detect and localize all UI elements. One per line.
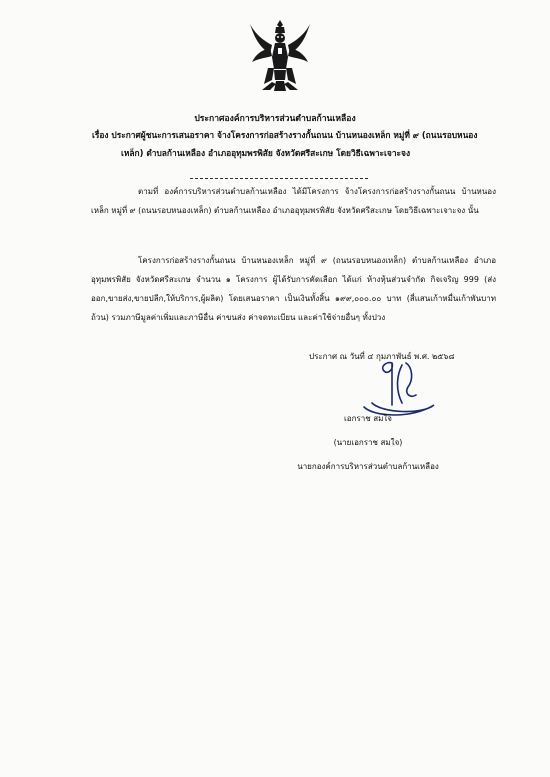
- announcement-date: ประกาศ ณ วันที่ ๔ กุมภาพันธ์ พ.ศ. ๒๕๖๘: [309, 352, 455, 361]
- paragraph-award-text: โครงการก่อสร้างรางกั้นถนน บ้านหนองเหล็ก หมู่ที่ ๙ (ถนนรอบหนองเหล็ก) ตำบลก้านเหลือง อำเภออุทุมพรพิสัย จังหวัดศรีสะเกษ จำนวน ๑ โครงการ ผู้ได้รับการคัดเลือก ได้แก่ ห้างหุ้นส่วนจำกัด กิจเจริญ 999 (ส่งออก,ขายส่ง,ขายปลีก,ให้บริการ,ผู้ผลิต) โดยเสนอราคา เป็นเงินทั้งสิ้น ๑๙๙,๐๐๐.๐๐ บาท (สี่แสนเก้าหมื่นเก้าพันบาทถ้วน) รวมภาษีมูลค่าเพิ่มและภาษีอื่น ค่าขนส่ง ค่าจดทะเบียน และค่าใช้จ่ายอื่นๆ ทั้งปวง: [91, 256, 496, 322]
- signer-name: เอกราช สมใจ: [344, 414, 392, 423]
- signer-full-name: (นายเอกราช สมใจ): [333, 438, 403, 447]
- paragraph-intro-text: ตามที่ องค์การบริหารส่วนตำบลก้านเหลือง ได้มีโครงการ จ้างโครงการก่อสร้างรางกั้นถนน บ้านหนองเหล็ก หมู่ที่ ๙ (ถนนรอบหนองเหล็ก) ตำบลก้านเหลือง อำเภออุทุมพรพิสัย จังหวัดศรีสะเกษ โดยวิธีเฉพาะเจาะจง นั้น: [91, 187, 496, 215]
- signer-position: นายกองค์การบริหารส่วนตำบลก้านเหลือง: [297, 462, 439, 471]
- subject-line-1: เรื่อง ประกาศผู้ชนะการเสนอราคา จ้างโครงการก่อสร้างรางกั้นถนน บ้านหนองเหล็ก หมู่ที่ ๙ (ถนนรอบหนอง: [92, 130, 478, 140]
- separator-line: [190, 178, 368, 179]
- paragraph-intro: [91, 182, 496, 220]
- announcement-title: ประกาศองค์การบริหารส่วนตำบลก้านเหลือง: [194, 114, 356, 124]
- garuda-emblem-icon: [248, 18, 312, 94]
- subject-line-2: เหล็ก) ตำบลก้านเหลือง อำเภออุทุมพรพิสัย จังหวัดศรีสะเกษ โดยวิธีเฉพาะเจาะจง: [121, 148, 411, 158]
- announcement-subject: [92, 126, 492, 162]
- paragraph-award: [91, 251, 496, 327]
- handwritten-signature: [362, 357, 438, 419]
